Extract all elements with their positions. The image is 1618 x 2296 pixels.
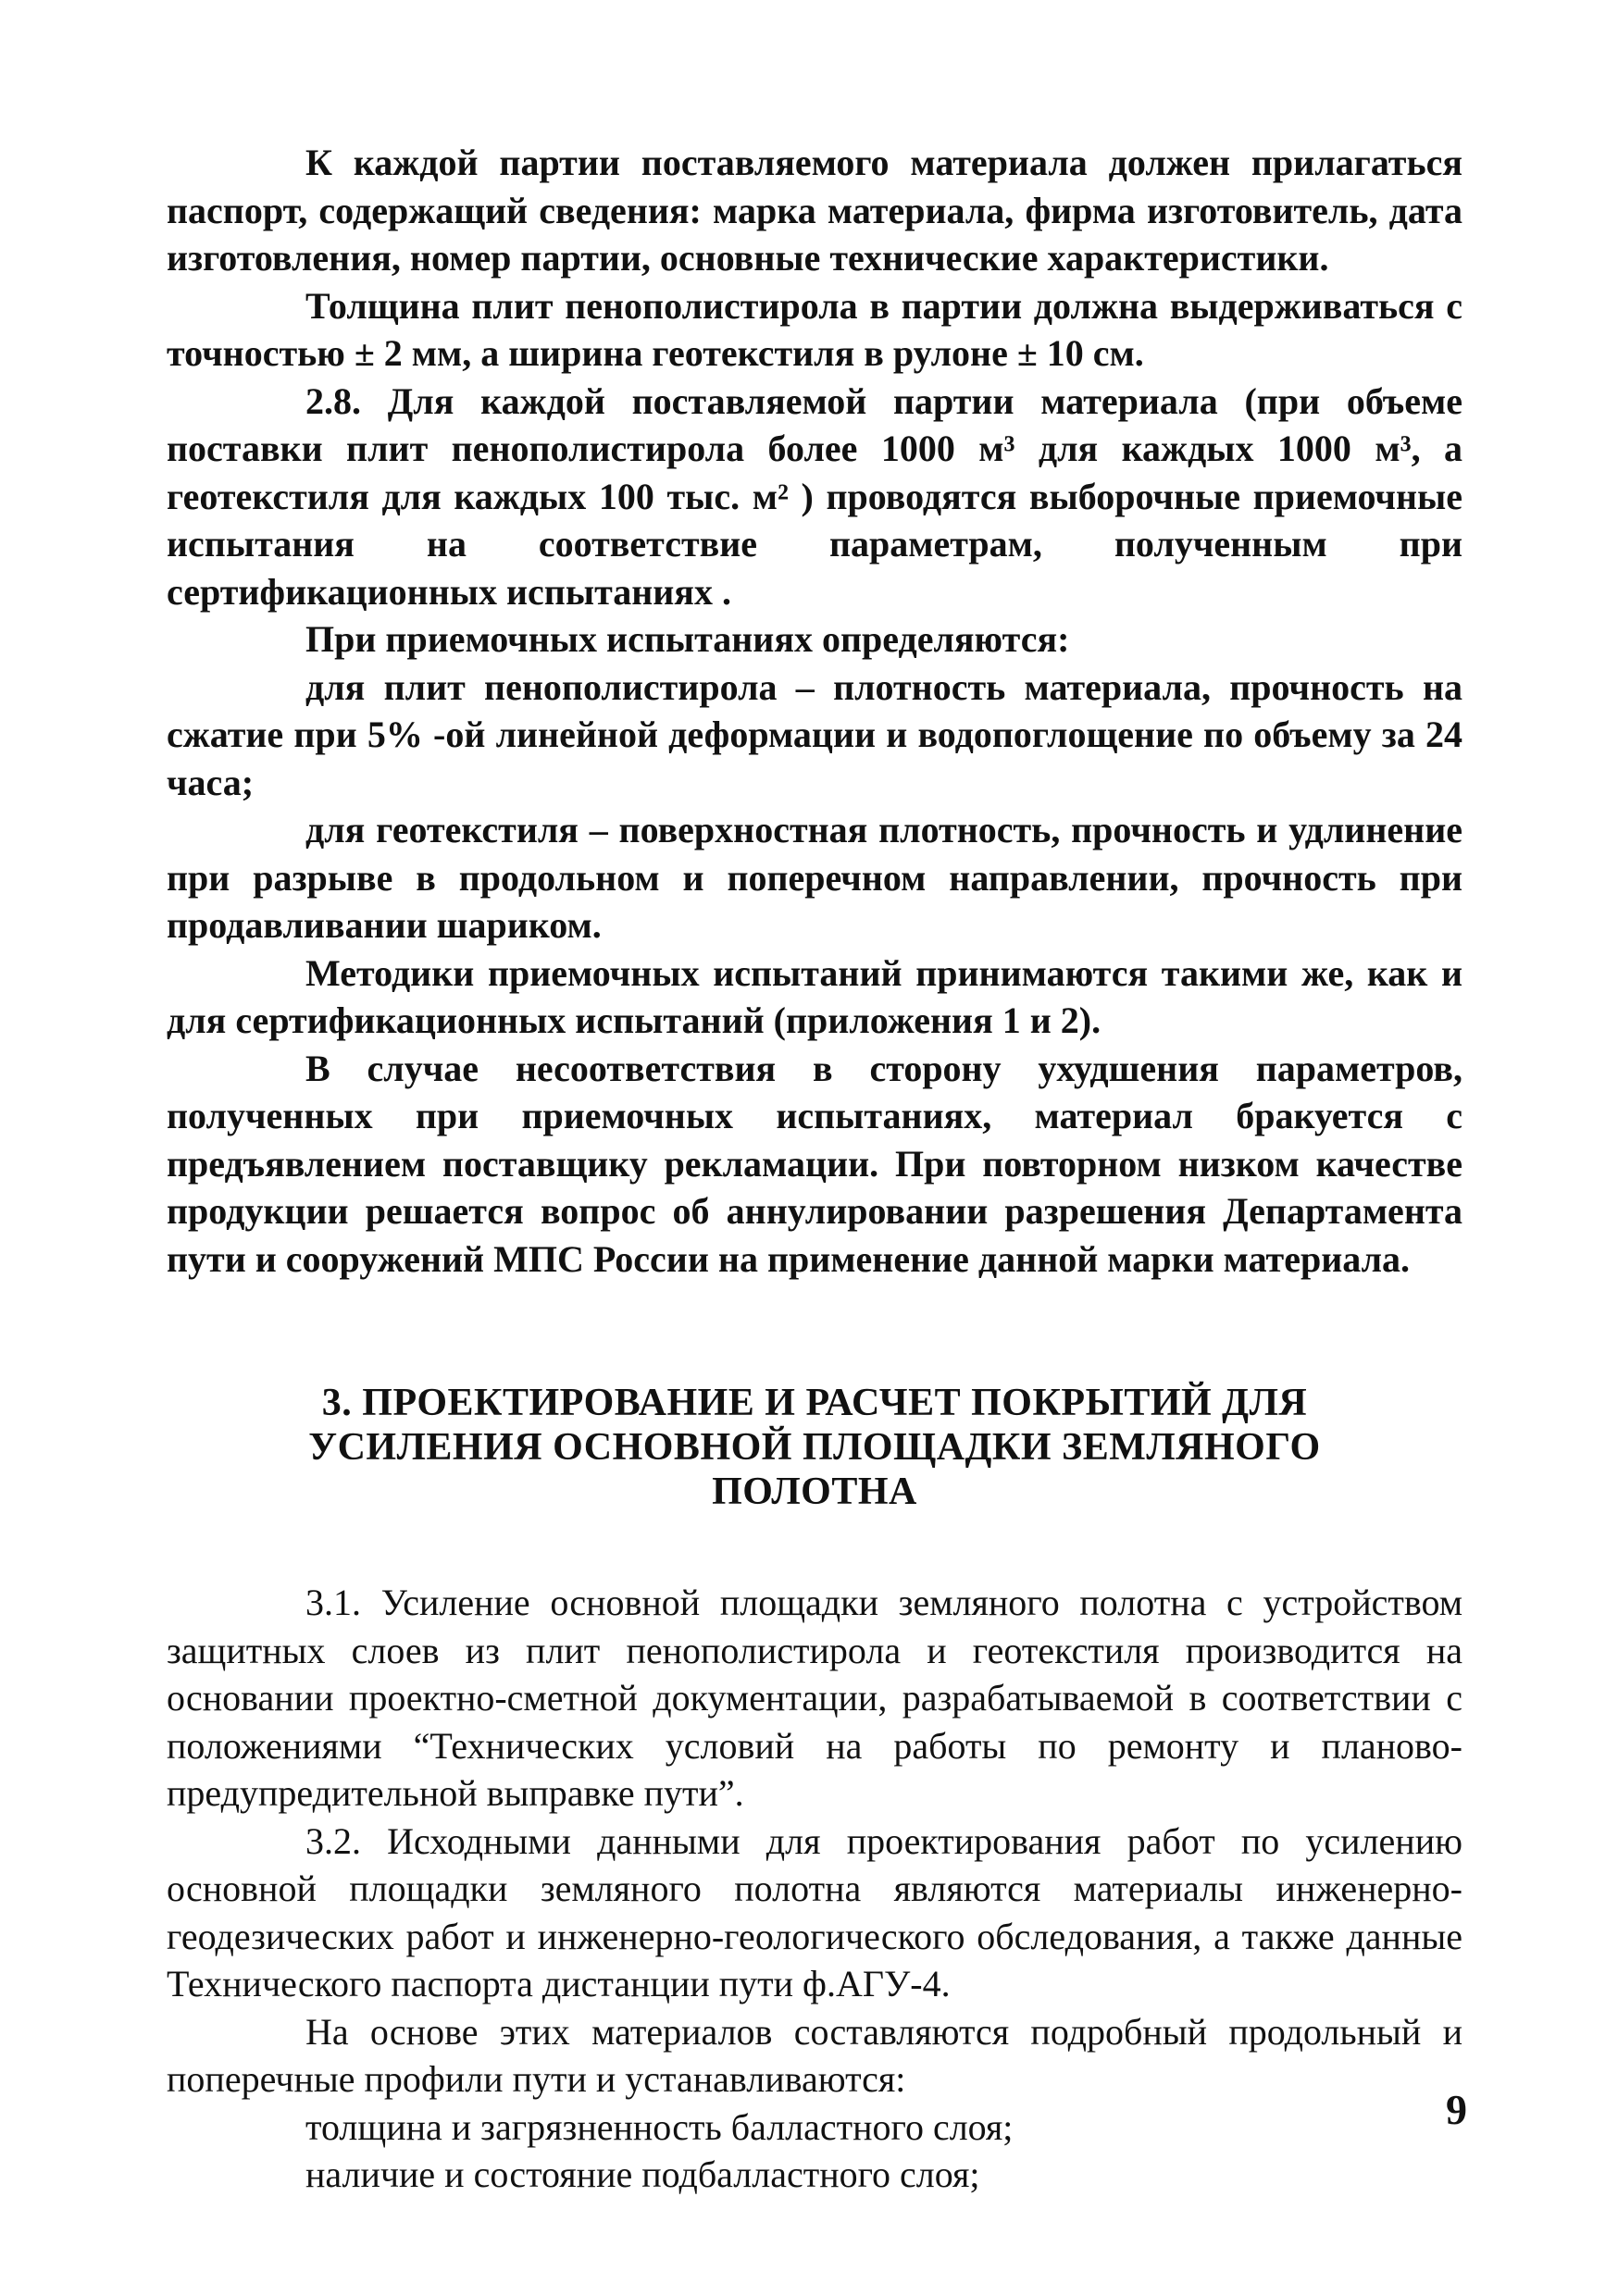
paragraph-2-8: 2.8. Для каждой поставляемой партии материала (при объеме поставки плит пенополистирола более 1000 м³ для каждых 1000 м³, а геотекстиля для каждых 100 тыс. м² ) проводятся выборочные приемочные испытания на соответствие параметрам, полученным при сертификационных испытаниях . bbox=[167, 379, 1462, 613]
paragraph-passport: К каждой партии поставляемого материала должен прилагаться паспорт, содержащий сведения: марка материала, фирма изготовитель, дата изготовления, номер партии, основные технические характеристики. bbox=[167, 142, 1462, 279]
section-heading bbox=[167, 1381, 1462, 1514]
page-number: 9 bbox=[1446, 2086, 1467, 2133]
section-heading-line-3: ПОЛОТНА bbox=[712, 1471, 917, 1513]
section-heading-line-2: УСИЛЕНИЯ ОСНОВНОЙ ПЛОЩАДКИ ЗЕМЛЯНОГО bbox=[308, 1426, 1321, 1469]
paragraph-3-2: 3.2. Исходными данными для проектирования работ по усилению основной площадки земляного полотна являются материалы инженерно-геодезических работ и инженерно-геологического обследования, а также данные Технического паспорта дистанции пути ф.АГУ-4. bbox=[167, 1819, 1462, 2004]
list-item-ballast-thickness: толщина и загрязненность балластного слоя; bbox=[305, 2105, 1014, 2148]
paragraph-thickness-tolerance: Толщина плит пенополистирола в партии должна выдерживаться с точностью ± 2 мм, а ширина геотекстиля в рулоне ± 10 см. bbox=[167, 284, 1462, 374]
paragraph-nonconformity: В случае несоответствия в сторону ухудшения параметров, полученных при приемочных испытаниях, материал бракуется с предъявлением поставщику рекламации. При повторном низком качестве продукции решается вопрос об аннулировании разрешения Департамента пути и сооружений МПС России на применение данной марки материала. bbox=[167, 1047, 1462, 1280]
list-item-subballast: наличие и состояние подбалластного слоя; bbox=[305, 2153, 980, 2195]
paragraph-profiles: На основе этих материалов составляются подробный продольный и поперечные профили пути и устанавливаются: bbox=[167, 2010, 1462, 2100]
document-page bbox=[167, 139, 1462, 2199]
paragraph-acceptance-tests: При приемочных испытаниях определяются: bbox=[305, 618, 1070, 660]
paragraph-geotextile-tests: для геотекстиля – поверхностная плотность, прочность и удлинение при разрыве в продольном и поперечном направлении, прочность при продавливании шариком. bbox=[167, 809, 1462, 946]
paragraph-3-1: 3.1. Усиление основной площадки земляного полотна с устройством защитных слоев из плит пенополистирола и геотекстиля производится на основании проектно-сметной документации, разрабатываемой в соответствии с положениями “Технических условий на работы по ремонту и планово-предупредительной выправке пути”. bbox=[167, 1582, 1462, 1814]
section-heading-line-1: 3. ПРОЕКТИРОВАНИЕ И РАСЧЕТ ПОКРЫТИЙ ДЛЯ bbox=[321, 1382, 1308, 1424]
paragraph-polystyrene-tests: для плит пенополистирола – плотность материала, прочность на сжатие при 5% -ой линейной деформации и водопоглощение по объему за 24 часа; bbox=[167, 665, 1462, 803]
paragraph-test-methods: Методики приемочных испытаний принимаются такими же, как и для сертификационных испытаний (приложения 1 и 2). bbox=[167, 951, 1462, 1041]
